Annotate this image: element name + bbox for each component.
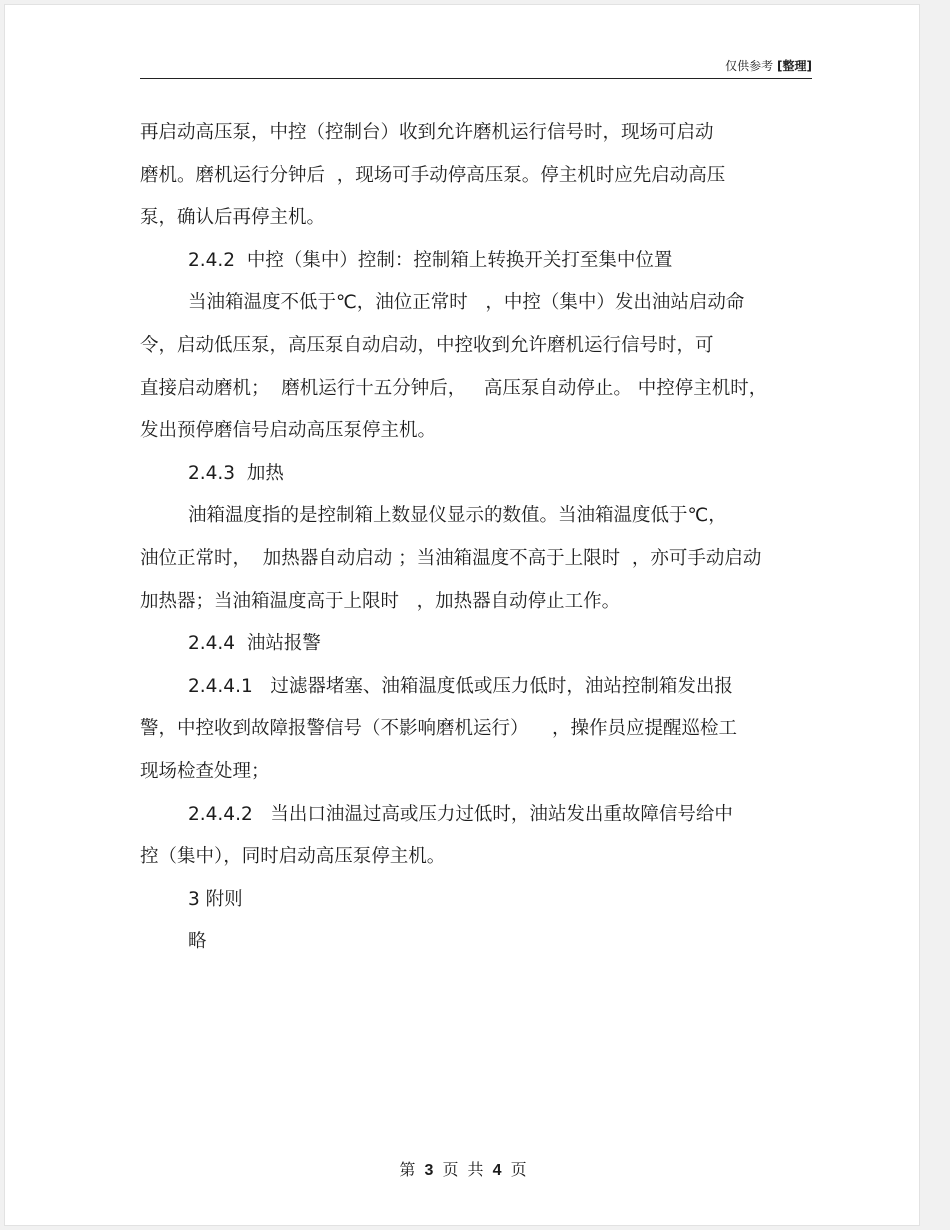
- text-line: 直接启动磨机； 磨机运行十五分钟后， 高压泵自动停止。 中控停主机时，: [140, 377, 768, 399]
- text-line: 控（集中），同时启动高压泵停主机。: [140, 846, 446, 868]
- text-line: 磨机。磨机运行分钟后 ，现场可手动停高压泵。停主机时应先启动高压: [140, 164, 726, 186]
- text-line: 令，启动低压泵，高压泵自动启动，中控收到允许磨机运行信号时，可: [140, 334, 714, 356]
- section-heading-2-4-3: 2.4.3 加热: [188, 462, 284, 484]
- text-line: 略: [188, 931, 207, 953]
- text-line: 警，中控收到故障报警信号（不影响磨机运行） ，操作员应提醒巡检工: [140, 718, 738, 740]
- page-header: [140, 58, 812, 79]
- text-line: 加热器；当油箱温度高于上限时 ，加热器自动停止工作。: [140, 590, 621, 612]
- section-heading-2-4-4: 2.4.4 油站报警: [188, 633, 321, 655]
- header-tag: [整理]: [777, 59, 812, 73]
- section-heading-2-4-4-2: 2.4.4.2 当出口油温过高或压力过低时，油站发出重故障信号给中: [188, 803, 733, 825]
- document-body: [140, 112, 812, 964]
- text-line: 当油箱温度不低于℃，油位正常时 ，中控（集中）发出油站启动命: [188, 292, 745, 314]
- footer-suffix: 页: [510, 1160, 527, 1179]
- document-page: [4, 4, 920, 1226]
- page-footer: [5, 1157, 921, 1180]
- section-heading-2-4-2: 2.4.2 中控（集中）控制：控制箱上转换开关打至集中位置: [188, 249, 673, 271]
- footer-prefix: 第: [399, 1160, 416, 1179]
- text-line: 发出预停磨信号启动高压泵停主机。: [140, 420, 437, 442]
- section-heading-3: 3 附则: [188, 888, 243, 910]
- section-heading-2-4-4-1: 2.4.4.1 过滤器堵塞、油箱温度低或压力低时，油站控制箱发出报: [188, 675, 733, 697]
- footer-middle: 页 共: [442, 1160, 484, 1179]
- text-line: 泵，确认后再停主机。: [140, 207, 326, 229]
- text-line: 现场检查处理；: [140, 760, 270, 782]
- text-line: 油箱温度指的是控制箱上数显仪显示的数值。当油箱温度低于℃，: [188, 505, 727, 527]
- footer-total-pages: 4: [492, 1162, 502, 1179]
- footer-page-number: 3: [424, 1162, 434, 1179]
- text-line: 油位正常时， 加热器自动启动 ；当油箱温度不高于上限时 ，亦可手动启动: [140, 547, 762, 569]
- header-note: 仅供参考: [725, 59, 774, 73]
- text-line: 再启动高压泵，中控（控制台）收到允许磨机运行信号时，现场可启动: [140, 122, 714, 143]
